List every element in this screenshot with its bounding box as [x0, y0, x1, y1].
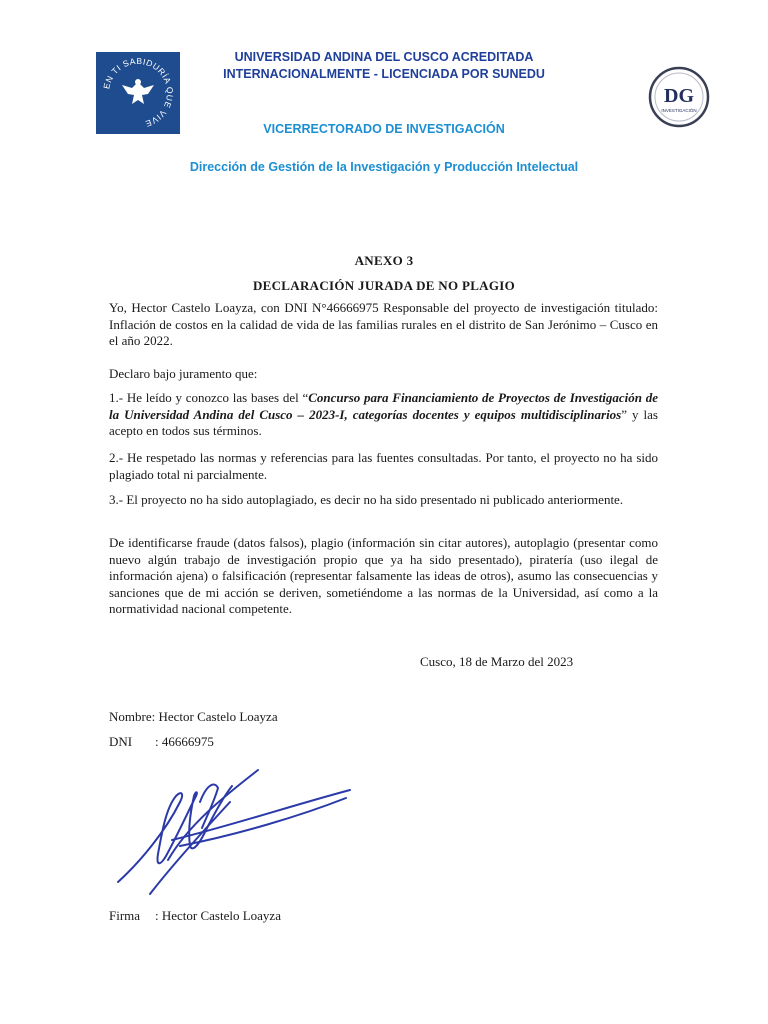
declaration-title: DECLARACIÓN JURADA DE NO PLAGIO	[252, 278, 516, 293]
firma-line	[109, 908, 281, 924]
name-label: Nombre:	[109, 709, 156, 724]
handwritten-signature	[110, 762, 358, 900]
university-name-line1: UNIVERSIDAD ANDINA DEL CUSCO ACREDITADA	[234, 50, 534, 64]
annex-title: ANEXO 3	[354, 253, 414, 268]
consequences-paragraph: De identificarse fraude (datos falsos), plagio (información sin citar autores), autoplagio (presentar como nuevo algún trabajo de investigación propio que ya ha sido presentado), piratería (uso ilegal de información ajena) o falsificación (representar falsamente las ideas de otros), asumo las consecuencias y sanciones que de mi acción se deriven, sometiéndome a las normas de la Universidad, así como a la normatividad nacional competente.	[109, 535, 658, 616]
item-3-paragraph: 3.- El proyecto no ha sido autoplagiado, es decir no ha sido presentado ni publicado anteriormente.	[109, 492, 624, 507]
name-line	[109, 709, 278, 725]
direccion-heading: Dirección de Gestión de la Investigación y Producción Intelectual	[189, 160, 579, 174]
logo-motto: EN TI SABIDURÍA QUE VIVE	[101, 55, 176, 130]
logo-dg-subtext: INVESTIGACIÓN	[661, 108, 697, 113]
logo-dg-text: DG	[664, 85, 694, 107]
university-name-line2: INTERNACIONALMENTE - LICENCIADA POR SUNEDU	[223, 67, 545, 81]
dni-label: DNI	[109, 734, 133, 749]
item-2-paragraph: 2.- He respetado las normas y referencias para las fuentes consultadas. Por tanto, el proyecto no ha sido plagiado total ni parcialmente.	[109, 450, 658, 482]
item-1-paragraph	[109, 390, 658, 440]
dni-value: : 46666975	[155, 734, 214, 749]
intro-paragraph: Yo, Hector Castelo Loayza, con DNI N°46666975 Responsable del proyecto de investigación titulado: Inflación de costos en la calidad de vida de las familias rurales en el distrito de San Jerónimo – Cusco en el año 2022.	[109, 300, 658, 348]
vicerrectorado-heading: VICERRECTORADO DE INVESTIGACIÓN	[263, 122, 505, 136]
firma-value: : Hector Castelo Loayza	[155, 908, 281, 923]
dni-line	[109, 734, 214, 750]
item-1-contest-name: Concurso para Financiamiento de Proyectos de Investigación de la Universidad Andina del Cusco – 2023-I, categorías docentes y equipos multidisciplinarios	[109, 390, 658, 422]
item-1-suffix: ” y las acepto en todos sus términos.	[109, 406, 658, 438]
name-value: Hector Castelo Loayza	[158, 709, 278, 724]
firma-label: Firma	[109, 908, 141, 923]
signature-icon	[110, 762, 358, 900]
declaro-paragraph: Declaro bajo juramento que:	[109, 366, 258, 381]
date-line: Cusco, 18 de Marzo del 2023	[420, 654, 574, 669]
item-1-prefix: 1.- He leído y conozco las bases del “	[109, 390, 309, 405]
